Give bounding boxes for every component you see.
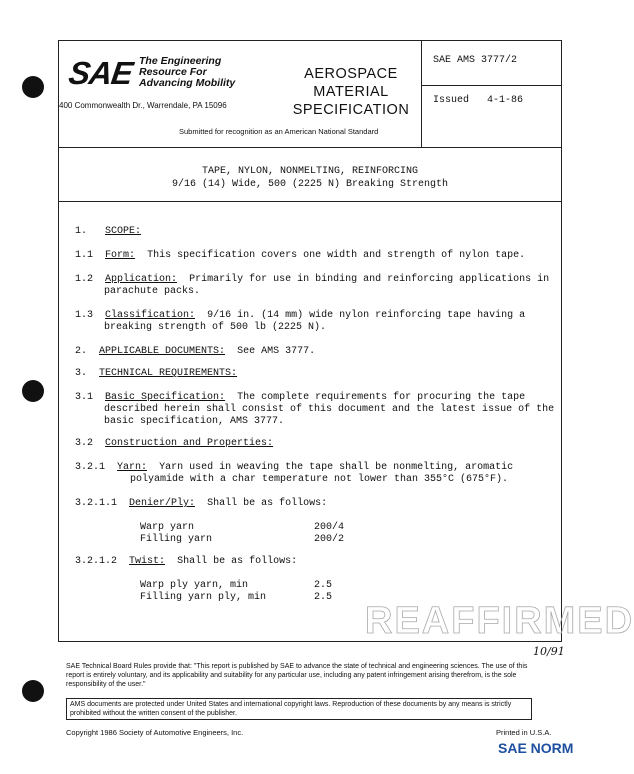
section-3-1-cont2: basic specification, AMS 3777.	[104, 416, 285, 427]
sae-address: 400 Commonwealth Dr., Warrendale, PA 15096	[59, 101, 227, 110]
section-3-1: 3.1 Basic Specification: The complete requirements for procuring the tape	[75, 392, 526, 403]
submitted-note: Submitted for recognition as an American National Standard	[179, 127, 379, 136]
twist-row-value: 2.5	[314, 592, 333, 603]
section-1-1: 1.1 Form: This specification covers one width and strength of nylon tape.	[75, 250, 526, 261]
sae-logo: SAE	[66, 55, 135, 91]
denier-row-name: Warp yarn	[140, 522, 195, 533]
section-1-3: 1.3 Classification: 9/16 in. (14 mm) wide nylon reinforcing tape having a	[75, 310, 526, 321]
punch-hole-top	[22, 76, 44, 98]
twist-row-name: Warp ply yarn, min	[140, 580, 249, 591]
section-3-1-cont: described herein shall consist of this document and the latest issue of the	[104, 404, 555, 415]
section-1-2-cont: parachute packs.	[104, 286, 201, 297]
section-3-2: 3.2 Construction and Properties:	[75, 438, 274, 449]
handwritten-date: 10/91	[533, 645, 565, 658]
printed-in: Printed in U.S.A.	[496, 728, 552, 737]
header-rule	[59, 147, 561, 148]
copyright: Copyright 1986 Society of Automotive Engineers, Inc.	[66, 728, 244, 737]
section-3-2-1-cont: polyamide with a char temperature not lower than 355°C (675°F).	[130, 474, 509, 485]
twist-row-value: 2.5	[314, 580, 333, 591]
section-1-2: 1.2 Application: Primarily for use in binding and reinforcing applications in	[75, 274, 550, 285]
twist-row-name: Filling yarn ply, min	[140, 592, 267, 603]
denier-row-name: Filling yarn	[140, 534, 213, 545]
section-3-2-1-2: 3.2.1.2 Twist: Shall be as follows:	[75, 556, 298, 567]
section-1: 1. SCOPE:	[75, 226, 142, 237]
denier-row-value: 200/4	[314, 522, 345, 533]
document-number: SAE AMS 3777/2	[433, 55, 518, 66]
denier-row-value: 200/2	[314, 534, 345, 545]
section-2: 2. APPLICABLE DOCUMENTS: See AMS 3777.	[75, 346, 316, 357]
document-frame	[58, 40, 562, 642]
section-3-2-1-1: 3.2.1.1 Denier/Ply: Shall be as follows:	[75, 498, 328, 509]
section-3: 3. TECHNICAL REQUIREMENTS:	[75, 368, 238, 379]
section-3-2-1: 3.2.1 Yarn: Yarn used in weaving the tape shall be nonmelting, aromatic	[75, 462, 514, 473]
sae-tagline: The Engineering Resource For Advancing Mobility	[139, 55, 236, 89]
document-type: AEROSPACE MATERIAL SPECIFICATION	[292, 66, 410, 118]
header-box-divider	[421, 85, 562, 86]
footer-policy: SAE Technical Board Rules provide that: "This report is published by SAE to advance the state of technical and engineering sciences. The use of this report is entirely voluntary, and its applicability and suitability for any particular use, including any patent infringement arising therefrom, is the sole responsibility of the user."	[66, 663, 528, 688]
header-divider	[421, 41, 422, 147]
section-1-3-cont: breaking strength of 500 lb (2225 N).	[104, 322, 327, 333]
reaffirmed-stamp: REAFFIRMED	[365, 600, 634, 642]
punch-hole-bottom	[22, 680, 44, 702]
title-rule	[59, 201, 561, 202]
footer-copyright-notice: AMS documents are protected under United States and international copyright laws. Reproduction of these documents by any means is strictly prohibited without the written consent of the publisher.	[66, 698, 532, 720]
issued-date: Issued 4-1-86	[433, 95, 524, 106]
sae-norm-watermark: SAE NORM	[498, 740, 574, 756]
document-title: TAPE, NYLON, NONMELTING, REINFORCING 9/16 (14) Wide, 500 (2225 N) Breaking Strength	[171, 166, 449, 190]
punch-hole-middle	[22, 380, 44, 402]
